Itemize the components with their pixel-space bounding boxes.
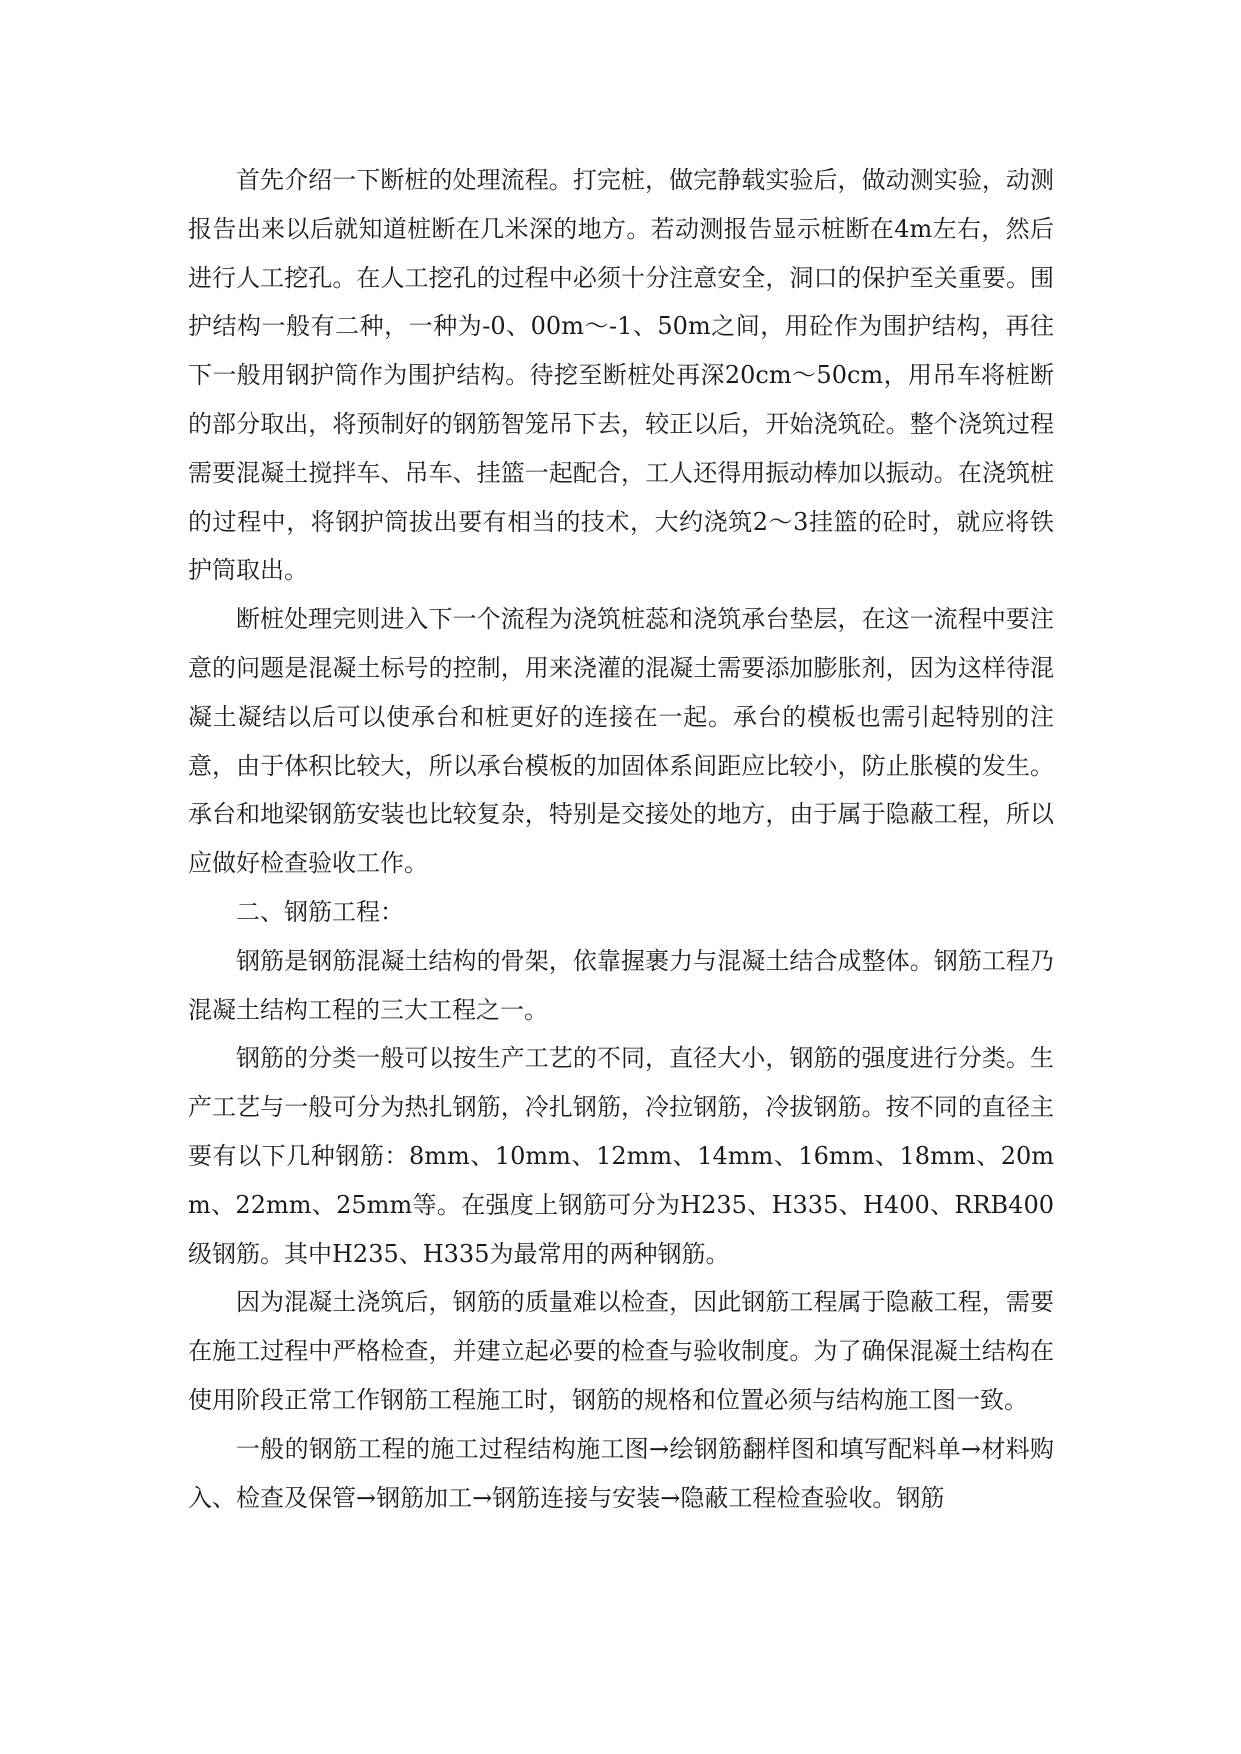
paragraph-rebar-classification: 钢筋的分类一般可以按生产工艺的不同，直径大小，钢筋的强度进行分类。生产工艺与一般可分为热扎钢筋，冷扎钢筋，冷拉钢筋，冷拔钢筋。按不同的直径主要有以下几种钢筋：8mm、10mm、12mm、14mm、16mm、18mm、20mm、22mm、25mm等。在强度上钢筋可分为H235、H335、H400、RRB400级钢筋。其中H235、H335为最常用的两种钢筋。 [188,1044,1054,1268]
paragraph-rebar-intro: 钢筋是钢筋混凝土结构的骨架，依靠握裹力与混凝土结合成整体。钢筋工程乃混凝土结构工程的三大工程之一。 [188,946,1054,1024]
section-heading-rebar: 二、钢筋工程： [236,897,404,926]
paragraph-pile-repair: 首先介绍一下断桩的处理流程。打完桩，做完静载实验后，做动测实验，动测报告出来以后就知道桩断在几米深的地方。若动测报告显示桩断在4m左右，然后进行人工挖孔。在人工挖孔的过程中必须十分注意安全，洞口的保护至关重要。围护结构一般有二种，一种为-0、00m～-1、50m之间，用砼作为围护结构，再往下一般用钢护筒作为围护结构。待挖至断桩处再深20cm～50cm，用吊车将桩断的部分取出，将预制好的钢筋智笼吊下去，较正以后，开始浇筑砼。整个浇筑过程需要混凝土搅拌车、吊车、挂篮一起配合，工人还得用振动棒加以振动。在浇筑桩的过程中，将钢护筒拔出要有相当的技术，大约浇筑2～3挂篮的砼时，就应将铁护筒取出。 [188,166,1054,585]
paragraph-rebar-inspection: 因为混凝土浇筑后，钢筋的质量难以检查，因此钢筋工程属于隐蔽工程，需要在施工过程中严格检查，并建立起必要的检查与验收制度。为了确保混凝土结构在使用阶段正常工作钢筋工程施工时，钢筋的规格和位置必须与结构施工图一致。 [188,1288,1054,1414]
document-body [188,156,1054,1522]
paragraph-pile-cap: 断桩处理完则进入下一个流程为浇筑桩蕊和浇筑承台垫层，在这一流程中要注意的问题是混凝土标号的控制，用来浇灌的混凝土需要添加膨胀剂，因为这样待混凝土凝结以后可以使承台和桩更好的连接在一起。承台的模板也需引起特别的注意，由于体积比较大，所以承台模板的加固体系间距应比较小，防止胀模的发生。承台和地梁钢筋安装也比较复杂，特别是交接处的地方，由于属于隐蔽工程，所以应做好检查验收工作。 [188,605,1054,878]
paragraph-rebar-process: 一般的钢筋工程的施工过程结构施工图→绘钢筋翻样图和填写配料单→材料购入、检查及保管→钢筋加工→钢筋连接与安装→隐蔽工程检查验收。钢筋 [188,1434,1054,1512]
